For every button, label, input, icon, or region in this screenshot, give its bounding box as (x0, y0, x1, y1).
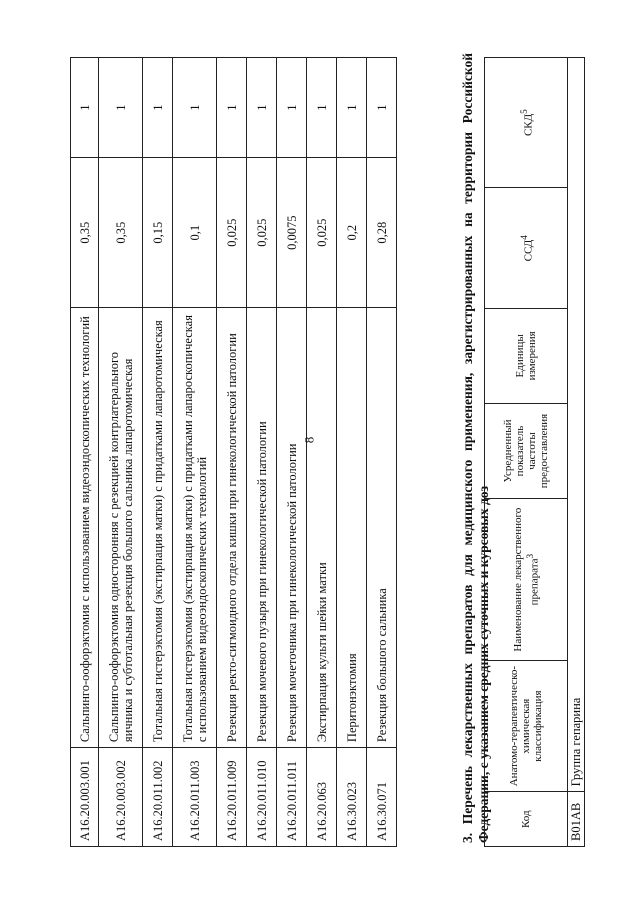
header-skd-footnote: 5 (518, 109, 529, 114)
procedure-frequency: 0,15 (143, 158, 173, 308)
procedure-multiplicity: 1 (217, 58, 247, 158)
procedure-frequency: 0,35 (99, 158, 143, 308)
procedure-code: А16.20.003.002 (99, 748, 143, 847)
drugs-row (568, 58, 585, 847)
procedure-name: Тотальная гистерэктомия (экстирпация матки) с придатками лапароскопическая с использованием видеоэндоскопических технологий (173, 308, 217, 748)
procedure-name: Тотальная гистерэктомия (экстирпация матки) с придатками лапаротомическая (143, 308, 173, 748)
procedure-name: Резекция большого сальника (367, 308, 397, 748)
procedure-multiplicity: 1 (71, 58, 99, 158)
header-drug-label: Наименование лекарственного препарата (511, 507, 541, 652)
procedure-multiplicity: 1 (143, 58, 173, 158)
header-ssd-label: ССД (522, 239, 535, 262)
procedure-name: Резекция мочеточника при гинекологической патологии (277, 308, 307, 748)
procedure-name: Сальпинго-оофорэктомия односторонняя с резекцией контрлатерального яичника и субтотальная резекция большого сальника лапаротомическая (99, 308, 143, 748)
header-skd (485, 58, 568, 188)
procedure-name: Экстирпация культи шейки матки (307, 308, 337, 748)
procedure-row (217, 58, 247, 847)
procedure-row (367, 58, 397, 847)
procedure-multiplicity: 1 (277, 58, 307, 158)
procedure-multiplicity: 1 (367, 58, 397, 158)
procedure-row (71, 58, 99, 847)
procedure-name: Резекция ректо-сигмоидного отдела кишки при гинекологической патологии (217, 308, 247, 748)
procedure-row (173, 58, 217, 847)
drugs-header-row (485, 58, 568, 847)
procedure-row (337, 58, 367, 847)
procedure-code: А16.20.011.011 (277, 748, 307, 847)
procedure-code: А16.30.023 (337, 748, 367, 847)
procedure-code: А16.20.063 (307, 748, 337, 847)
header-drug (485, 499, 568, 660)
procedure-code: А16.20.011.002 (143, 748, 173, 847)
procedure-code: А16.20.011.003 (173, 748, 217, 847)
header-atc: Анатомо-терапевтическо-химическая классификация (485, 660, 568, 792)
procedure-name: Резекция мочевого пузыря при гинекологической патологии (247, 308, 277, 748)
procedure-code: А16.20.011.010 (247, 748, 277, 847)
procedure-frequency: 0,28 (367, 158, 397, 308)
procedure-frequency: 0,025 (307, 158, 337, 308)
header-drug-footnote: 3 (524, 553, 535, 559)
procedure-frequency: 0,2 (337, 158, 367, 308)
procedure-row (277, 58, 307, 847)
procedure-row (143, 58, 173, 847)
procedure-row (247, 58, 277, 847)
procedure-row (99, 58, 143, 847)
drugs-table (484, 57, 585, 847)
drug-row-code: B01AB (568, 792, 585, 847)
header-skd-label: СКД (522, 113, 535, 137)
procedure-frequency: 0,0075 (277, 158, 307, 308)
header-code: Код (485, 792, 568, 847)
procedure-multiplicity: 1 (337, 58, 367, 158)
procedure-frequency: 0,025 (247, 158, 277, 308)
procedure-multiplicity: 1 (99, 58, 143, 158)
procedures-table (70, 57, 397, 847)
procedure-name: Перитонэктомия (337, 308, 367, 748)
section-3-heading: 3. Перечень лекарственных препаратов для медицинского применения, зарегистрированных на территории Российской Федерации, с указанием средних суточных и курсовых доз (460, 53, 491, 843)
header-ssd-footnote: 4 (518, 235, 529, 240)
header-ssd (485, 188, 568, 309)
procedure-code: А16.20.011.009 (217, 748, 247, 847)
procedure-multiplicity: 1 (307, 58, 337, 158)
procedure-multiplicity: 1 (173, 58, 217, 158)
header-unit: Единицы измерения (485, 309, 568, 403)
procedure-multiplicity: 1 (247, 58, 277, 158)
procedure-code: А16.20.003.001 (71, 748, 99, 847)
procedure-frequency: 0,35 (71, 158, 99, 308)
drug-row-atc: Группа гепарина (568, 58, 585, 792)
procedure-code: А16.30.071 (367, 748, 397, 847)
page-number: 8 (301, 436, 317, 444)
procedure-name: Сальпинго-оофорэктомия с использованием видеоэндоскопических технологий (71, 308, 99, 748)
procedure-row (307, 58, 337, 847)
procedure-frequency: 0,1 (173, 158, 217, 308)
header-freq: Усредненный показатель частоты предоставления (485, 403, 568, 499)
procedure-frequency: 0,025 (217, 158, 247, 308)
